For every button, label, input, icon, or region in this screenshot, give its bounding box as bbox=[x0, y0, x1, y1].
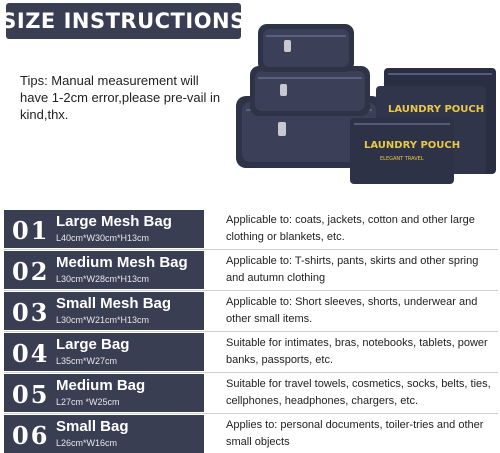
row-label bbox=[4, 415, 204, 453]
row-description: Applicable to: coats, jackets, cotton and other large clothing or blankets, etc. bbox=[226, 214, 475, 243]
table-row bbox=[0, 251, 500, 291]
row-name: Small Mesh Bag bbox=[56, 295, 172, 312]
product-image bbox=[228, 14, 498, 194]
row-description: Applicable to: Short sleeves, shorts, underwear and other small items. bbox=[226, 296, 478, 325]
row-label bbox=[4, 210, 204, 248]
row-divider bbox=[4, 331, 498, 332]
row-description: Applies to: personal documents, toiler-tries and other small objects bbox=[226, 419, 484, 448]
row-name: Large Bag bbox=[56, 336, 130, 353]
mesh-bag-small bbox=[258, 24, 354, 72]
row-number: 06 bbox=[12, 421, 50, 450]
row-divider bbox=[4, 413, 498, 414]
mesh-bag-medium bbox=[250, 66, 370, 116]
row-name: Small Bag bbox=[56, 418, 129, 435]
row-divider bbox=[4, 290, 498, 291]
row-description: Suitable for travel towels, cosmetics, socks, belts, ties, cellphones, headphones, chargers, etc. bbox=[226, 378, 491, 407]
row-size: L30cm*W21cm*H13cm bbox=[56, 315, 150, 325]
row-name: Medium Mesh Bag bbox=[56, 254, 188, 271]
row-label bbox=[4, 251, 204, 289]
row-label bbox=[4, 292, 204, 330]
row-number: 05 bbox=[12, 380, 50, 409]
pouch-small bbox=[350, 118, 460, 184]
row-label bbox=[4, 374, 204, 412]
table-row bbox=[0, 415, 500, 453]
row-number: 02 bbox=[12, 257, 50, 286]
row-description: Applicable to: T-shirts, pants, skirts and other spring and autumn clothing bbox=[226, 255, 479, 284]
page-title: SIZE INSTRUCTIONS bbox=[1, 9, 246, 33]
row-divider bbox=[4, 372, 498, 373]
row-size: L26cm*W16cm bbox=[56, 438, 118, 448]
table-row bbox=[0, 292, 500, 332]
row-size: L35cm*W27cm bbox=[56, 356, 118, 366]
pouch-label-back: LAUNDRY POUCH bbox=[388, 104, 485, 115]
table-row bbox=[0, 333, 500, 373]
tips-text: Tips: Manual measurement will have 1-2cm error,please pre-vail in kind,thx. bbox=[20, 73, 221, 122]
row-size: L30cm*W28cm*H13cm bbox=[56, 274, 150, 284]
table-row bbox=[0, 374, 500, 414]
row-description: Suitable for intimates, bras, notebooks, tablets, power banks, passports, etc. bbox=[226, 337, 488, 366]
table-row bbox=[0, 210, 500, 250]
row-name: Large Mesh Bag bbox=[56, 213, 172, 230]
pouch-sublabel: ELEGANT TRAVEL bbox=[380, 156, 424, 162]
row-number: 04 bbox=[12, 339, 50, 368]
title-banner bbox=[1, 3, 246, 39]
row-size: L27cm *W25cm bbox=[56, 397, 120, 407]
row-label bbox=[4, 333, 204, 371]
row-size: L40cm*W30cm*H13cm bbox=[56, 233, 150, 243]
row-number: 03 bbox=[12, 298, 50, 327]
row-divider bbox=[4, 249, 498, 250]
pouch-label-front: LAUNDRY POUCH bbox=[364, 140, 461, 151]
row-name: Medium Bag bbox=[56, 377, 146, 394]
row-number: 01 bbox=[12, 216, 50, 245]
